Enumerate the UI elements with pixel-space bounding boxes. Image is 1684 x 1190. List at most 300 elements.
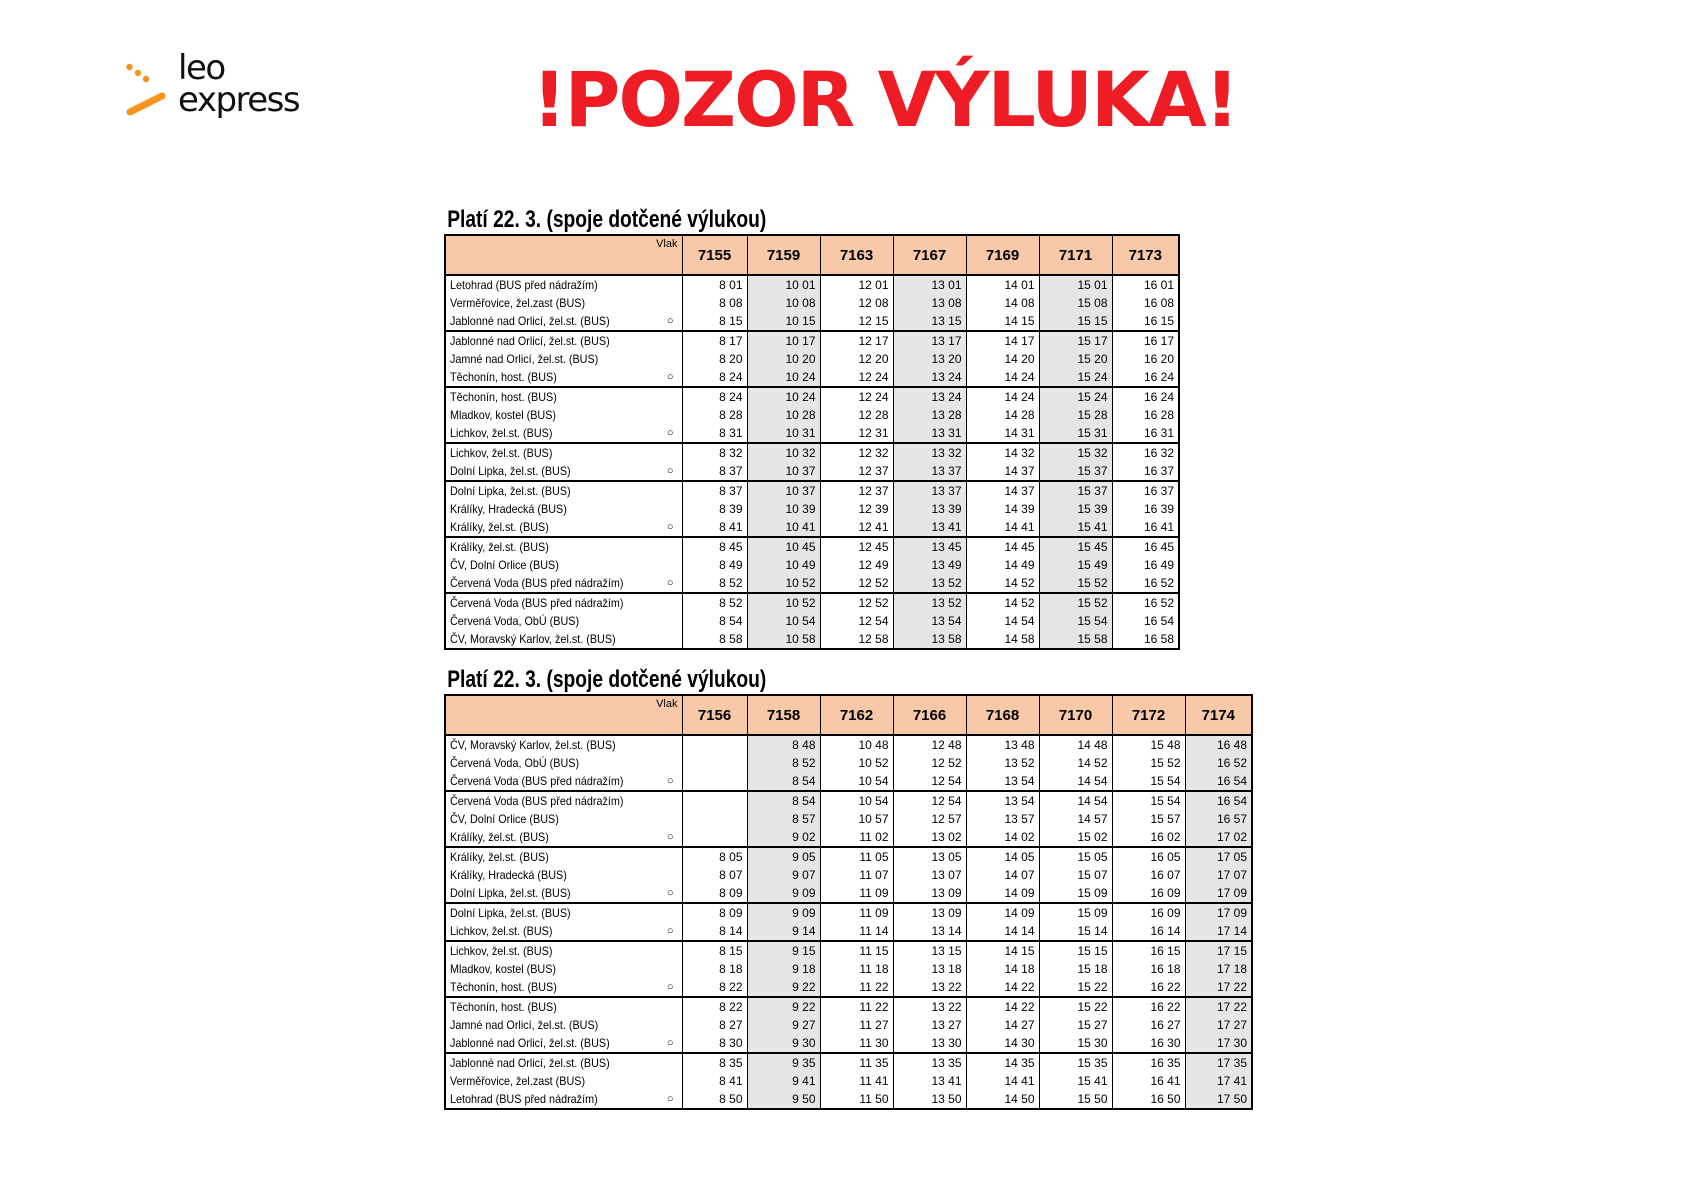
departure-time-cell: 16 17 (1112, 331, 1179, 350)
stop-name: Mladkov, kostel (BUS) (450, 408, 557, 422)
departure-time-cell: 8 24 (682, 387, 747, 406)
departure-time-cell: 14 15 (966, 941, 1039, 960)
departure-time-cell: 15 32 (1039, 443, 1112, 462)
departure-time-cell: 10 31 (747, 424, 820, 443)
departure-time-cell: 16 35 (1112, 1053, 1185, 1072)
departure-time-cell: 14 27 (966, 1016, 1039, 1034)
departure-time-cell: 13 57 (966, 810, 1039, 828)
departure-time-cell: 16 41 (1112, 518, 1179, 537)
stop-cell (445, 884, 682, 903)
departure-time-cell: 16 52 (1112, 574, 1179, 593)
departure-time-cell: 11 09 (820, 903, 893, 922)
departure-time-cell: 11 22 (820, 997, 893, 1016)
stop-cell (445, 810, 682, 828)
departure-time-cell: 12 52 (893, 754, 966, 772)
departure-time-cell: 13 01 (893, 275, 966, 294)
train-number-cell: 7167 (893, 235, 966, 275)
stop-cell (445, 294, 682, 312)
timetable-row (445, 1090, 1252, 1109)
stop-name: Červená Voda (BUS před nádražím) (450, 794, 624, 808)
departure-time-cell: 12 52 (820, 593, 893, 612)
departure-time-cell (682, 791, 747, 810)
departure-time-cell: 11 05 (820, 847, 893, 866)
departure-time-cell: 17 07 (1185, 866, 1252, 884)
departure-time-cell: 15 22 (1039, 997, 1112, 1016)
departure-time-cell: 8 09 (682, 903, 747, 922)
stop-cell (445, 903, 682, 922)
departure-time-cell: 16 52 (1185, 754, 1252, 772)
timetable-row (445, 574, 1179, 593)
departure-time-cell: 17 09 (1185, 903, 1252, 922)
departure-time-cell: 13 52 (966, 754, 1039, 772)
departure-time-cell: 12 31 (820, 424, 893, 443)
stop-cell (445, 866, 682, 884)
departure-time-cell: 14 39 (966, 500, 1039, 518)
departure-time-cell: 8 58 (682, 630, 747, 649)
departure-time-cell: 10 58 (747, 630, 820, 649)
stop-name: Těchonín, host. (BUS) (450, 390, 557, 404)
departure-time-cell: 10 57 (820, 810, 893, 828)
departure-time-cell: 8 54 (682, 612, 747, 630)
departure-time-cell: 15 07 (1039, 866, 1112, 884)
departure-time-cell: 13 09 (893, 903, 966, 922)
departure-time-cell: 16 15 (1112, 941, 1185, 960)
departure-time-cell: 12 49 (820, 556, 893, 574)
departure-time-cell: 8 24 (682, 368, 747, 387)
timetable-row (445, 630, 1179, 649)
departure-time-cell: 12 45 (820, 537, 893, 556)
departure-time-cell: 13 45 (893, 537, 966, 556)
departure-time-cell: 11 14 (820, 922, 893, 941)
timetable-row (445, 978, 1252, 997)
timetable-row (445, 997, 1252, 1016)
stop-name: Letohrad (BUS před nádražím) (450, 278, 598, 292)
departure-time-cell: 16 01 (1112, 275, 1179, 294)
departure-time-cell: 15 24 (1039, 368, 1112, 387)
departure-time-cell: 16 24 (1112, 368, 1179, 387)
departure-time-cell: 15 20 (1039, 350, 1112, 368)
train-number-cell: 7173 (1112, 235, 1179, 275)
departure-time-cell: 16 20 (1112, 350, 1179, 368)
departure-time-cell: 10 24 (747, 368, 820, 387)
departure-time-cell: 8 41 (682, 1072, 747, 1090)
stop-cell (445, 312, 682, 331)
departure-time-cell: 11 41 (820, 1072, 893, 1090)
departure-time-cell: 15 24 (1039, 387, 1112, 406)
departure-time-cell: 14 41 (966, 1072, 1039, 1090)
departure-time-cell: 8 48 (747, 735, 820, 754)
departure-time-cell: 11 35 (820, 1053, 893, 1072)
departure-time-cell: 15 45 (1039, 537, 1112, 556)
departure-time-cell: 15 58 (1039, 630, 1112, 649)
departure-time-cell: 15 15 (1039, 941, 1112, 960)
departure-time-cell: 8 20 (682, 350, 747, 368)
departure-time-cell: 12 28 (820, 406, 893, 424)
departure-time-cell: 14 14 (966, 922, 1039, 941)
timetable-row (445, 275, 1179, 294)
departure-time-cell: 8 52 (682, 574, 747, 593)
departure-time-cell: 16 54 (1185, 791, 1252, 810)
departure-time-cell: 8 28 (682, 406, 747, 424)
departure-time-cell: 9 09 (747, 903, 820, 922)
departure-time-cell: 16 41 (1112, 1072, 1185, 1090)
departure-time-cell: 15 35 (1039, 1053, 1112, 1072)
stop-cell (445, 735, 682, 754)
departure-time-cell: 13 28 (893, 406, 966, 424)
departure-time-cell: 14 32 (966, 443, 1039, 462)
departure-time-cell: 15 52 (1039, 574, 1112, 593)
departure-time-cell: 9 15 (747, 941, 820, 960)
train-number-cell: 7168 (966, 695, 1039, 735)
departure-time-cell: 12 39 (820, 500, 893, 518)
departure-time-cell: 12 20 (820, 350, 893, 368)
departure-time-cell: 16 09 (1112, 884, 1185, 903)
train-number-cell: 7155 (682, 235, 747, 275)
departure-time-cell: 17 09 (1185, 884, 1252, 903)
stop-cell (445, 828, 682, 847)
departure-time-cell: 12 24 (820, 387, 893, 406)
departure-time-cell: 10 37 (747, 462, 820, 481)
train-number-cell: 7166 (893, 695, 966, 735)
departure-time-cell: 15 37 (1039, 462, 1112, 481)
departure-time-cell: 16 31 (1112, 424, 1179, 443)
departure-time-cell: 10 54 (747, 612, 820, 630)
departure-time-cell (682, 828, 747, 847)
departure-time-cell: 8 22 (682, 978, 747, 997)
stop-name: Jablonné nad Orlicí, žel.st. (BUS) (450, 1036, 610, 1050)
departure-time-cell: 11 22 (820, 978, 893, 997)
timetable-table (444, 694, 1253, 1110)
departure-time-cell: 8 17 (682, 331, 747, 350)
departure-time-cell: 12 54 (820, 612, 893, 630)
stop-name: Jablonné nad Orlicí, žel.st. (BUS) (450, 1056, 610, 1070)
stop-cell (445, 1016, 682, 1034)
stop-name: Červená Voda (BUS před nádražím) (450, 576, 624, 590)
departure-time-cell: 13 05 (893, 847, 966, 866)
departure-time-cell: 16 54 (1185, 772, 1252, 791)
stop-name: Červená Voda, ObÚ (BUS) (450, 614, 580, 628)
departure-time-cell: 13 52 (893, 574, 966, 593)
departure-time-cell: 13 48 (966, 735, 1039, 754)
departure-time-cell: 8 14 (682, 922, 747, 941)
train-number-cell: 7159 (747, 235, 820, 275)
departure-time-cell: 9 05 (747, 847, 820, 866)
departure-time-cell: 8 09 (682, 884, 747, 903)
stop-name: Králíky, žel.st. (BUS) (450, 520, 549, 534)
timetable-row (445, 828, 1252, 847)
transfer-circle-icon: ○ (666, 465, 674, 477)
departure-time-cell: 13 24 (893, 387, 966, 406)
departure-time-cell: 10 20 (747, 350, 820, 368)
timetable-row (445, 537, 1179, 556)
departure-time-cell: 16 07 (1112, 866, 1185, 884)
departure-time-cell: 8 22 (682, 997, 747, 1016)
departure-time-cell: 15 52 (1039, 593, 1112, 612)
departure-time-cell: 11 50 (820, 1090, 893, 1109)
departure-time-cell: 17 14 (1185, 922, 1252, 941)
departure-time-cell: 15 09 (1039, 903, 1112, 922)
departure-time-cell: 16 37 (1112, 481, 1179, 500)
departure-time-cell: 12 48 (893, 735, 966, 754)
departure-time-cell: 13 22 (893, 978, 966, 997)
departure-time-cell: 13 22 (893, 997, 966, 1016)
train-number-cell: 7156 (682, 695, 747, 735)
departure-time-cell: 9 27 (747, 1016, 820, 1034)
departure-time-cell: 13 32 (893, 443, 966, 462)
departure-time-cell: 13 35 (893, 1053, 966, 1072)
departure-time-cell: 14 05 (966, 847, 1039, 866)
transfer-circle-icon: ○ (666, 577, 674, 589)
departure-time-cell: 9 14 (747, 922, 820, 941)
departure-time-cell: 8 49 (682, 556, 747, 574)
timetable-row (445, 387, 1179, 406)
stop-cell (445, 1034, 682, 1053)
train-number-cell: 7162 (820, 695, 893, 735)
departure-time-cell: 14 31 (966, 424, 1039, 443)
transfer-circle-icon: ○ (666, 1037, 674, 1049)
departure-time-cell: 8 41 (682, 518, 747, 537)
departure-time-cell: 10 17 (747, 331, 820, 350)
departure-time-cell: 14 35 (966, 1053, 1039, 1072)
departure-time-cell: 15 09 (1039, 884, 1112, 903)
timetable-row (445, 941, 1252, 960)
departure-time-cell: 16 15 (1112, 312, 1179, 331)
stop-cell (445, 791, 682, 810)
departure-time-cell: 10 48 (820, 735, 893, 754)
departure-time-cell: 8 30 (682, 1034, 747, 1053)
stop-cell (445, 922, 682, 941)
departure-time-cell: 14 58 (966, 630, 1039, 649)
departure-time-cell: 8 01 (682, 275, 747, 294)
departure-time-cell: 14 49 (966, 556, 1039, 574)
stop-name: Lichkov, žel.st. (BUS) (450, 446, 553, 460)
timetable-row (445, 462, 1179, 481)
train-number-cell: 7174 (1185, 695, 1252, 735)
stop-cell (445, 368, 682, 387)
departure-time-cell: 15 52 (1112, 754, 1185, 772)
departure-time-cell: 16 08 (1112, 294, 1179, 312)
departure-time-cell: 11 07 (820, 866, 893, 884)
departure-time-cell: 8 45 (682, 537, 747, 556)
timetable-row (445, 1034, 1252, 1053)
departure-time-cell: 8 54 (747, 772, 820, 791)
departure-time-cell: 13 31 (893, 424, 966, 443)
departure-time-cell: 13 17 (893, 331, 966, 350)
stop-cell (445, 754, 682, 772)
departure-time-cell: 13 58 (893, 630, 966, 649)
stop-cell (445, 350, 682, 368)
stop-name: Jamné nad Orlicí, žel.st. (BUS) (450, 352, 599, 366)
departure-time-cell: 8 08 (682, 294, 747, 312)
departure-time-cell: 16 22 (1112, 997, 1185, 1016)
timetable-row (445, 754, 1252, 772)
timetable-direction-1 (444, 206, 1180, 650)
departure-time-cell: 11 30 (820, 1034, 893, 1053)
departure-time-cell: 10 54 (820, 772, 893, 791)
stop-cell (445, 275, 682, 294)
stop-cell (445, 500, 682, 518)
stop-name: Těchonín, host. (BUS) (450, 980, 557, 994)
timetable-row (445, 481, 1179, 500)
departure-time-cell: 14 50 (966, 1090, 1039, 1109)
departure-time-cell: 14 18 (966, 960, 1039, 978)
departure-time-cell: 9 30 (747, 1034, 820, 1053)
timetable-row (445, 593, 1179, 612)
departure-time-cell: 10 01 (747, 275, 820, 294)
departure-time-cell: 15 48 (1112, 735, 1185, 754)
departure-time-cell: 14 57 (1039, 810, 1112, 828)
timetable-row (445, 960, 1252, 978)
timetable-title: Platí 22. 3. (spoje dotčené výlukou) (447, 206, 767, 233)
departure-time-cell: 16 30 (1112, 1034, 1185, 1053)
stop-name: Těchonín, host. (BUS) (450, 370, 557, 384)
departure-time-cell: 12 37 (820, 462, 893, 481)
timetable-row (445, 518, 1179, 537)
stop-cell (445, 481, 682, 500)
departure-time-cell: 14 24 (966, 368, 1039, 387)
timetable-table (444, 234, 1180, 650)
departure-time-cell: 12 57 (893, 810, 966, 828)
stop-cell (445, 406, 682, 424)
timetable-title: Platí 22. 3. (spoje dotčené výlukou) (447, 666, 767, 693)
departure-time-cell: 11 09 (820, 884, 893, 903)
timetable-row (445, 294, 1179, 312)
departure-time-cell: 8 52 (682, 593, 747, 612)
departure-time-cell: 16 22 (1112, 978, 1185, 997)
departure-time-cell: 15 15 (1039, 312, 1112, 331)
departure-time-cell: 17 02 (1185, 828, 1252, 847)
timetable-row (445, 884, 1252, 903)
stop-name: Králíky, žel.st. (BUS) (450, 830, 549, 844)
departure-time-cell: 8 39 (682, 500, 747, 518)
departure-time-cell: 13 08 (893, 294, 966, 312)
stop-cell (445, 997, 682, 1016)
stop-cell (445, 941, 682, 960)
departure-time-cell: 15 39 (1039, 500, 1112, 518)
stop-cell (445, 518, 682, 537)
stop-cell (445, 593, 682, 612)
departure-time-cell: 8 54 (747, 791, 820, 810)
departure-time-cell: 13 37 (893, 462, 966, 481)
departure-time-cell: 16 39 (1112, 500, 1179, 518)
closure-warning-headline: !POZOR VÝLUKA! (532, 55, 1238, 144)
departure-time-cell: 14 30 (966, 1034, 1039, 1053)
departure-time-cell: 12 54 (893, 791, 966, 810)
departure-time-cell: 11 02 (820, 828, 893, 847)
departure-time-cell: 8 15 (682, 312, 747, 331)
logo-mark-icon (126, 60, 176, 120)
train-number-cell: 7172 (1112, 695, 1185, 735)
departure-time-cell: 8 18 (682, 960, 747, 978)
departure-time-cell: 15 17 (1039, 331, 1112, 350)
departure-time-cell: 15 28 (1039, 406, 1112, 424)
departure-time-cell: 14 54 (1039, 772, 1112, 791)
departure-time-cell: 13 41 (893, 1072, 966, 1090)
departure-time-cell: 15 49 (1039, 556, 1112, 574)
departure-time-cell: 15 31 (1039, 424, 1112, 443)
timetable-row (445, 810, 1252, 828)
train-corner-label: Vlak (445, 695, 682, 735)
stop-cell (445, 556, 682, 574)
departure-time-cell: 15 57 (1112, 810, 1185, 828)
departure-time-cell: 9 22 (747, 978, 820, 997)
stop-name: Těchonín, host. (BUS) (450, 1000, 557, 1014)
timetable-row (445, 791, 1252, 810)
departure-time-cell: 12 52 (820, 574, 893, 593)
stop-cell (445, 1053, 682, 1072)
departure-time-cell: 16 54 (1112, 612, 1179, 630)
departure-time-cell: 8 37 (682, 481, 747, 500)
departure-time-cell: 14 41 (966, 518, 1039, 537)
departure-time-cell: 14 24 (966, 387, 1039, 406)
departure-time-cell: 10 49 (747, 556, 820, 574)
departure-time-cell: 14 52 (966, 593, 1039, 612)
timetable-row (445, 1016, 1252, 1034)
stop-cell (445, 630, 682, 649)
timetable-row (445, 772, 1252, 791)
logo-word-express: express (178, 80, 300, 120)
stop-cell (445, 537, 682, 556)
stop-name: Dolní Lipka, žel.st. (BUS) (450, 906, 571, 920)
departure-time-cell: 16 48 (1185, 735, 1252, 754)
departure-time-cell: 15 27 (1039, 1016, 1112, 1034)
train-corner-label: Vlak (445, 235, 682, 275)
stop-name: Červená Voda (BUS před nádražím) (450, 596, 624, 610)
stop-name: Dolní Lipka, žel.st. (BUS) (450, 886, 571, 900)
departure-time-cell: 8 37 (682, 462, 747, 481)
timetable-row (445, 443, 1179, 462)
departure-time-cell: 10 52 (747, 574, 820, 593)
departure-time-cell: 10 45 (747, 537, 820, 556)
stop-cell (445, 1072, 682, 1090)
departure-time-cell (682, 754, 747, 772)
departure-time-cell: 8 57 (747, 810, 820, 828)
stop-cell (445, 960, 682, 978)
departure-time-cell: 16 57 (1185, 810, 1252, 828)
departure-time-cell: 14 09 (966, 903, 1039, 922)
train-number-cell: 7158 (747, 695, 820, 735)
departure-time-cell: 9 22 (747, 997, 820, 1016)
departure-time-cell (682, 735, 747, 754)
leo-express-logo (126, 48, 326, 126)
departure-time-cell: 16 50 (1112, 1090, 1185, 1109)
departure-time-cell: 12 17 (820, 331, 893, 350)
logo-wordmark (178, 48, 300, 120)
departure-time-cell: 12 15 (820, 312, 893, 331)
departure-time-cell: 15 02 (1039, 828, 1112, 847)
departure-time-cell: 13 39 (893, 500, 966, 518)
train-number-header-row (445, 235, 1179, 275)
departure-time-cell: 13 37 (893, 481, 966, 500)
departure-time-cell: 17 22 (1185, 978, 1252, 997)
train-number-cell: 7171 (1039, 235, 1112, 275)
departure-time-cell: 13 54 (966, 772, 1039, 791)
departure-time-cell: 14 22 (966, 997, 1039, 1016)
timetable-row (445, 331, 1179, 350)
timetable-row (445, 1072, 1252, 1090)
departure-time-cell: 15 54 (1112, 772, 1185, 791)
departure-time-cell: 12 54 (893, 772, 966, 791)
departure-time-cell: 14 08 (966, 294, 1039, 312)
departure-time-cell: 9 35 (747, 1053, 820, 1072)
departure-time-cell: 16 05 (1112, 847, 1185, 866)
departure-time-cell: 12 24 (820, 368, 893, 387)
timetable-row (445, 312, 1179, 331)
departure-time-cell: 17 41 (1185, 1072, 1252, 1090)
transfer-circle-icon: ○ (666, 775, 674, 787)
departure-time-cell: 15 18 (1039, 960, 1112, 978)
stop-name: Lichkov, žel.st. (BUS) (450, 426, 553, 440)
